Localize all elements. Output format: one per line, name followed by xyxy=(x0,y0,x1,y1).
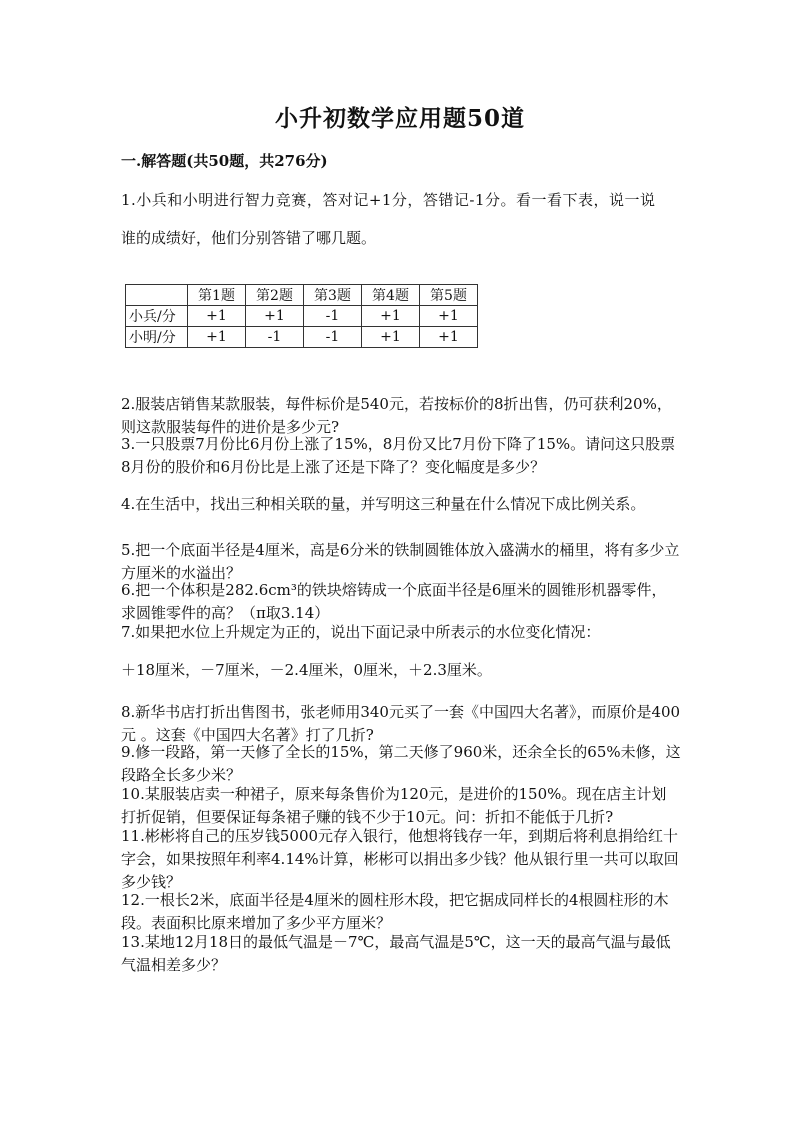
table-header-row xyxy=(126,285,478,306)
table-cell: -1 xyxy=(304,306,362,327)
table-cell: +1 xyxy=(362,327,420,348)
question-12: 12.一根长2米，底面半径是4厘米的圆柱形木段，把它据成同样长的4根圆柱形的木段。表面积比原来增加了多少平方厘米？ xyxy=(121,891,669,932)
table-cell: +1 xyxy=(246,306,304,327)
table-header-cell: 第2题 xyxy=(246,285,304,306)
table-cell: +1 xyxy=(188,327,246,348)
table-row xyxy=(126,306,478,327)
question-10: 10.某服装店卖一种裙子，原来每条售价为120元，是进价的150%。现在店主计划打折促销，但要保证每条裙子赚的钱不少于10元。问：折扣不能低于几折? xyxy=(121,785,667,826)
question-1-line-2: 谁的成绩好，他们分别答错了哪几题。 xyxy=(121,229,377,247)
question-2: 2.服装店销售某款服装，每件标价是540元，若按标价的8折出售，仍可获利20%，则这款服装每件的进价是多少元? xyxy=(121,395,672,436)
table-header-cell: 第5题 xyxy=(420,285,478,306)
table-cell: 小明/分 xyxy=(126,327,188,348)
table-cell: +1 xyxy=(420,327,478,348)
page-title: 小升初数学应用题50道 xyxy=(274,105,525,132)
question-4: 4.在生活中，找出三种相关联的量，并写明这三种量在什么情况下成比例关系。 xyxy=(121,495,646,513)
question-3: 3.一只股票7月份比6月份上涨了15%，8月份又比7月份下降了15%。请问这只股票8月份的股价和6月份比是上涨了还是下降了？变化幅度是多少？ xyxy=(121,435,676,476)
table-header-cell: 第1题 xyxy=(188,285,246,306)
question-13: 13.某地12月18日的最低气温是－7℃，最高气温是5℃，这一天的最高气温与最低气温相差多少？ xyxy=(121,933,671,974)
table-cell: +1 xyxy=(188,306,246,327)
table-cell: -1 xyxy=(304,327,362,348)
question-1-line-1: 1.小兵和小明进行智力竞赛，答对记+1分，答错记-1分。看一看下表，说一说 xyxy=(121,191,656,209)
section-header: 一.解答题(共50题，共276分) xyxy=(121,152,328,170)
question-6: 6.把一个体积是282.6cm³的铁块熔铸成一个底面半径是6厘米的圆锥形机器零件，求圆锥零件的高？（π取3.14） xyxy=(121,581,667,622)
table-header-cell: 第3题 xyxy=(304,285,362,306)
question-7-values: ＋18厘米，－7厘米，－2.4厘米，0厘米，＋2.3厘米。 xyxy=(121,661,492,679)
question-8: 8.新华书店打折出售图书，张老师用340元买了一套《中国四大名著》，而原价是400元 。这套《中国四大名著》打了几折? xyxy=(121,703,681,744)
question-7: 7.如果把水位上升规定为正的，说出下面记录中所表示的水位变化情况： xyxy=(121,623,601,641)
table-cell: +1 xyxy=(420,306,478,327)
question-9: 9.修一段路，第一天修了全长的15%，第二天修了960米，还余全长的65%未修，这段路全长多少米？ xyxy=(121,743,681,784)
table-header-cell: 第4题 xyxy=(362,285,420,306)
table-cell: +1 xyxy=(362,306,420,327)
question-5: 5.把一个底面半径是4厘米，高是6分米的铁制圆锥体放入盛满水的桶里，将有多少立方厘米的水溢出？ xyxy=(121,541,680,582)
table-cell: 小兵/分 xyxy=(126,306,188,327)
score-table xyxy=(125,284,478,348)
table-cell: -1 xyxy=(246,327,304,348)
table-header-cell xyxy=(126,285,188,306)
question-11: 11.彬彬将自己的压岁钱5000元存入银行，他想将钱存一年，到期后将利息捐给红十字会，如果按照年利率4.14%计算，彬彬可以捐出多少钱？他从银行里一共可以取回多少钱？ xyxy=(121,827,679,891)
table-row xyxy=(126,327,478,348)
